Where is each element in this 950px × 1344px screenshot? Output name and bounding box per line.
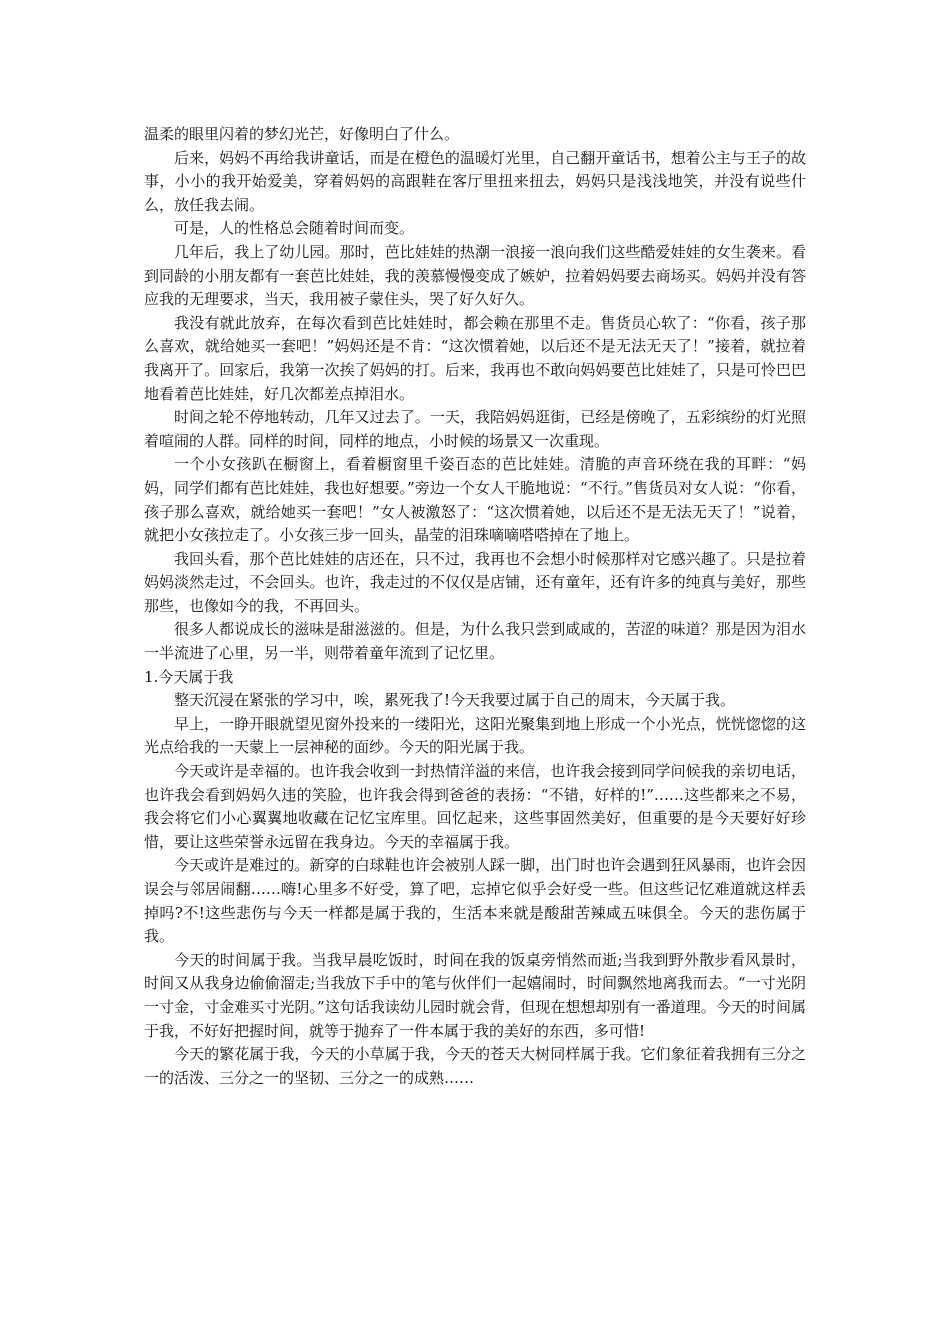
paragraph: 我回头看，那个芭比娃娃的店还在，只不过，我再也不会想小时候那样对它感兴趣了。只是拉着妈妈淡然走过，不会回头。也许，我走过的不仅仅是店铺，还有童年，还有许多的纯真与美好，那些那些，也像如今的我，不再回头。: [144, 549, 806, 615]
paragraph: 后来，妈妈不再给我讲童话，而是在橙色的温暖灯光里，自己翻开童话书，想着公主与王子的故事，小小的我开始爱美，穿着妈妈的高跟鞋在客厅里扭来扭去，妈妈只是浅浅地笑，并没有说些什么，放任我去闹。: [144, 148, 806, 214]
paragraph: 今天或许是幸福的。也许我会收到一封热情洋溢的来信，也许我会接到同学问候我的亲切电话，也许我会看到妈妈久违的笑脸，也许我会得到爸爸的表扬：“不错，好样的!”……这些都来之不易，我会将它们小心翼翼地收藏在记忆宝库里。回忆起来，这些事固然美好，但重要的是今天要好好珍惜，要让这些荣誉永远留在我身边。今天的幸福属于我。: [144, 762, 806, 851]
paragraph: 我没有就此放弃，在每次看到芭比娃娃时，都会赖在那里不走。售货员心软了：“你看，孩子那么喜欢，就给她买一套吧！”妈妈还是不肯：“这次惯着她，以后还不是无法无天了！”接着，就拉着我离开了。回家后，我第一次挨了妈妈的打。后来，我再也不敢向妈妈要芭比娃娃了，只是可怜巴巴地看着芭比娃娃，好几次都差点掉泪水。: [144, 313, 806, 403]
paragraph: 可是，人的性格总会随着时间而变。: [174, 219, 415, 238]
section-heading: 1.今天属于我: [144, 667, 234, 686]
document-page: [144, 123, 806, 1090]
paragraph: 很多人都说成长的滋味是甜滋滋的。但是，为什么我只尝到咸咸的，苦涩的味道？那是因为泪水一半流进了心里，另一半，则带着童年流到了记忆里。: [144, 620, 806, 663]
paragraph: 时间之轮不停地转动，几年又过去了。一天，我陪妈妈逛街，已经是傍晚了，五彩缤纷的灯光照着喧闹的人群。同样的时间，同样的地点，小时候的场景又一次重现。: [144, 408, 806, 450]
paragraph: 今天或许是难过的。新穿的白球鞋也许会被别人踩一脚，出门时也许会遇到狂风暴雨，也许会因误会与邻居闹翻……嗨!心里多不好受，算了吧，忘掉它似乎会好受一些。但这些记忆难道就这样丢掉吗?不!这些悲伤与今天一样都是属于我的，生活本来就是酸甜苦辣咸五味俱全。今天的悲伤属于我。: [144, 856, 806, 946]
paragraph: 今天的繁花属于我，今天的小草属于我，今天的苍天大树同样属于我。它们象征着我拥有三分之一的活泼、三分之一的坚韧、三分之一的成熟……: [144, 1045, 806, 1087]
paragraph: 早上，一睁开眼就望见窗外投来的一缕阳光，这阳光聚集到地上形成一个小光点，恍恍惚惚的这光点给我的一天蒙上一层神秘的面纱。今天的阳光属于我。: [144, 714, 806, 757]
paragraph: 一个小女孩趴在橱窗上，看着橱窗里千姿百态的芭比娃娃。清脆的声音环绕在我的耳畔：“妈妈，同学们都有芭比娃娃，我也好想要。”旁边一个女人干脆地说：“不行。”售货员对女人说：“你看，孩子那么喜欢，就给她买一套吧！”女人被激怒了：“这次惯着她，以后还不是无法无天了！”说着，就把小女孩拉走了。小女孩三步一回头，晶莹的泪珠嘀嘀嗒嗒掉在了地上。: [144, 455, 806, 545]
paragraph: 几年后，我上了幼儿园。那时，芭比娃娃的热潮一浪接一浪向我们这些酷爱娃娃的女生袭来。看到同龄的小朋友都有一套芭比娃娃，我的羡慕慢慢变成了嫉妒，拉着妈妈要去商场买。妈妈并没有答应我的无理要求，当天，我用被子蒙住头，哭了好久好久。: [144, 242, 806, 309]
paragraph: 整天沉浸在紧张的学习中，唉，累死我了!今天我要过属于自己的周末，今天属于我。: [174, 691, 736, 710]
paragraph: 今天的时间属于我。当我早晨吃饭时，时间在我的饭桌旁悄然而逝;当我到野外散步看风景时，时间又从我身边偷偷溜走;当我放下手中的笔与伙伴们一起嬉闹时，时间飘然地离我而去。“一寸光阴一寸金，寸金难买寸光阴。”这句话我读幼儿园时就会背，但现在想想却别有一番道理。今天的时间属于我，不好好把握时间，就等于抛弃了一件本属于我的美好的东西，多可惜!: [144, 950, 806, 1040]
paragraph: 温柔的眼里闪着的梦幻光芒，好像明白了什么。: [144, 125, 460, 143]
